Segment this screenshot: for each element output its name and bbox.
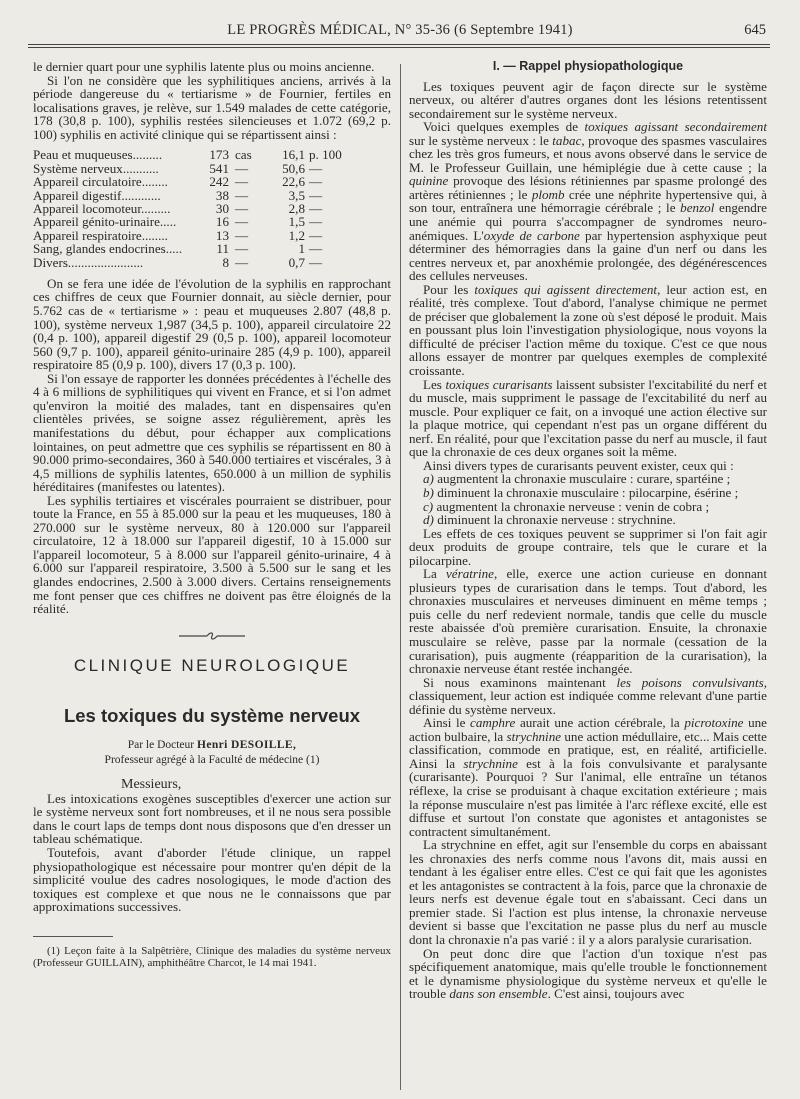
stats-row <box>33 148 342 161</box>
stats-cell-unit: — <box>235 254 249 270</box>
stats-row <box>33 175 342 188</box>
stats-cell-pu: p. 100 <box>309 147 342 163</box>
paragraph: Si l'on essaye de rapporter les données précédentes à l'échelle des 4 à 6 millions de syphilitiques qui vivent en France, et si l'on admet qu'environ la moitié des malades, tant en dispensaires qu'en clientèles privées, se soigne assez régulièrement, après les manifestations du début, pour échapper aux complications lointaines, on peut admettre que ces syphilis se répartissent en 80 à 90.000 primo-secondaires, 360 à 540.000 tertiaires et viscérales, 3 à 4,5 millions de syphilis latentes, 650.000 à un million de syphilis héréditaires (manifestes ou latentes). <box>33 370 391 495</box>
stats-cell-organ: Sang, glandes endocrines..... <box>33 241 183 257</box>
stats-cell-n: 13 <box>215 227 229 243</box>
stats-cell-pct: 2,8 <box>288 200 305 216</box>
curarisant-list <box>409 472 767 526</box>
ornament-divider <box>33 630 391 644</box>
stats-row <box>33 162 342 175</box>
paragraph: La strychnine en effet, agit sur l'ensemble du corps en abaissant les chronaxies des nerfs comme nous l'avons dit, mais aussi en tendant à les égaliser entre elles. C'est ce qui fait que les agonistes et les antagonistes se contractent à la fois, parce que la chronaxie de leurs nerfs est devenue égale tout en s'abaissant. Ceci dans un premier stade. Si l'action est plus intense, la chronaxie nerveuse devient si basse que l'excitation ne passe plus du nerf au muscle dont la chronaxie n'a pas varié : il y a alors paralysie curarisation. <box>409 837 767 947</box>
paragraph: Ainsi divers types de curarisants peuvent exister, ceux qui : <box>423 457 734 473</box>
stats-cell-organ: Peau et muqueuses......... <box>33 147 163 163</box>
paragraph: Les toxiques peuvent agir de façon directe sur le système nerveux, ou altérer d'autres organes dont les lésions retentissent secondairement sur le système nerveux. <box>409 78 767 121</box>
stats-row <box>33 242 342 255</box>
header-rule-top <box>28 44 770 45</box>
footnote-separator <box>33 936 113 937</box>
paragraph: le dernier quart pour une syphilis latente plus ou moins ancienne. <box>33 59 375 74</box>
stats-cell-pct: 22,6 <box>282 174 305 190</box>
stats-cell-pu: — <box>309 241 323 257</box>
paragraph: Si nous examinons maintenant les poisons convulsivants, classiquement, leur action est indiquée comme relevant d'une partie définie du système nerveux. <box>409 674 767 717</box>
stats-cell-pu: — <box>309 214 323 230</box>
article-title: Les toxiques du système nerveux <box>63 704 361 726</box>
journal-title: LE PROGRÈS MÉDICAL, N° 35-36 (6 Septembre 1941) <box>227 22 573 38</box>
stats-cell-organ: Appareil génito-urinaire..... <box>33 214 177 230</box>
list-item: b) diminuent la chronaxie musculaire : pilocarpine, ésérine ; <box>423 484 739 500</box>
stats-cell-unit: — <box>235 241 249 257</box>
stats-row <box>33 202 342 215</box>
stats-cell-n: 242 <box>209 174 229 190</box>
paragraph: Toutefois, avant d'aborder l'étude clinique, un rappel physiopathologique est nécessaire pour montrer qu'en dépit de la simplicité voulue des cadres nosologiques, le mode d'action des toxiques est complexe et que nous ne le connaissons que par approximations successives. <box>33 844 391 915</box>
right-column <box>409 60 767 1001</box>
header-rule-bottom <box>28 47 770 48</box>
paragraph: On se fera une idée de l'évolution de la syphilis en rapprochant ces chiffres de ceux que Fournier donnait, au siècle dernier, pour 5.762 cas de « tertiarisme » : peau et muqueuses 2.807 (48,8 p. 100), système nerveux 1,987 (34,5 p. 100), appareil circulatoire 22 (0,4 p. 100), appareil digestif 29 (0,5 p. 100), appareil locomoteur 560 (9,7 p. 100), appareil génito-urinaire 285 (4,9 p. 100), appareil respiratoire 85 (0,9 p. 100), divers 17 (0,3 p. 100). <box>33 275 391 373</box>
paragraph: La vératrine, elle, exerce une action curieuse en donnant plusieurs types de curarisation dans le temps. Tout d'abord, les chronaxies musculaires et nerveuses diminuent en même temps ; puis celle du nerf redevient normale, tandis que celle du muscle reste abaissée d'où première curarisation. Ensuite, la chronaxie musculaire se relève, passe par la normale (cessation de la curarisation), puis augmente (réapparition de la curarisation), la chronaxie nerveuse étant restée inchangée. <box>409 566 767 677</box>
left-column <box>33 60 391 970</box>
stats-cell-n: 11 <box>216 241 229 257</box>
stats-cell-n: 541 <box>209 160 229 176</box>
paragraph: Les effets de ces toxiques peuvent se supprimer si l'on fait agir deux produits de groupe contraire, tels que le curare et la pilocarpine. <box>409 525 767 568</box>
running-header <box>22 22 778 42</box>
paragraph: On peut donc dire que l'action d'un toxique n'est pas spécifiquement anatomique, mais qu'elle trouble le fonctionnement et le dynamisme physiologique du système nerveux et qu'elle le trouble dans son ensemble. C'est ainsi, toujours avec <box>409 945 767 1002</box>
paragraph: Ainsi le camphre aurait une action cérébrale, la picrotoxine une action bulbaire, la strychnine une action médullaire, etc... Mais cette classification, commode en pratique, est, en réalité, artificielle. Ainsi la strychnine est à la fois convulsivante et paralysante (curarisante). Pourquoi ? Sur l'animal, elle entraîne un tétanos réflexe, la crise se produisant à chaque excitation extérieure ; mais la réponse musculaire n'est pas limitée à l'arc réflexe excité, elle est diffuse et surtout l'on constate que agonistes et antagonistes se contractent simultanément. <box>409 715 767 839</box>
paragraph: Les syphilis tertiaires et viscérales pourraient se distribuer, pour toute la France, en 55 à 85.000 sur la peau et les muqueuses, 180 à 270.000 sur le système nerveux, 80 à 120.000 sur l'appareil circulatoire, 12 à 18.000 sur l'appareil digestif, 10 à 15.000 sur l'appareil locomoteur, 5 à 8.000 sur l'appareil génito-urinaire, 4 à 6.000 sur l'appareil respiratoire, 3.500 à 5.500 sur le sang et les glandes endocrines, 2.500 à 3.000 divers. Certains renseignements me font penser que ces chiffres ne doivent pas être éloignés de la réalité. <box>33 492 391 617</box>
stats-row <box>33 189 342 202</box>
stats-row <box>33 215 342 228</box>
stats-cell-unit: — <box>235 160 249 176</box>
salutation: Messieurs, <box>121 777 182 793</box>
stats-cell-n: 8 <box>222 254 229 270</box>
stats-cell-n: 38 <box>215 187 229 203</box>
list-item: c) augmentent la chronaxie nerveuse : venin de cobra ; <box>423 498 710 514</box>
stats-cell-organ: Appareil digestif............ <box>33 187 161 203</box>
author-name: Henri DESOILLE, <box>196 739 297 752</box>
stats-cell-pct: 16,1 <box>282 147 305 163</box>
footnote: (1) Leçon faite à la Salpêtrière, Clinique des maladies du système nerveux (Professeur GUILLAIN), amphithéâtre Charcot, le 14 mai 1941. <box>33 944 391 970</box>
stats-cell-pct: 1,5 <box>288 214 305 230</box>
stats-cell-pct: 1 <box>298 241 305 257</box>
subsection-heading: I. — Rappel physiopathologique <box>492 59 684 73</box>
stats-cell-organ: Appareil locomoteur......... <box>33 200 171 216</box>
stats-row <box>33 229 342 242</box>
stats-cell-n: 30 <box>215 200 229 216</box>
list-item: d) diminuent la chronaxie nerveuse : strychnine. <box>423 512 676 528</box>
stats-cell-organ: Divers....................... <box>33 254 144 270</box>
column-divider <box>400 64 401 1090</box>
stats-table <box>33 148 342 269</box>
byline-prefix: Par le Docteur <box>127 739 195 752</box>
page-number: 645 <box>744 22 766 38</box>
stats-cell-pu: — <box>309 227 323 243</box>
stats-cell-pct: 3,5 <box>288 187 305 203</box>
paragraph: Si l'on ne considère que les syphilitiques anciens, arrivés à la période dangereuse du « tertiarisme » de Fournier, fertiles en localisations graves, je relève, sur 1.549 malades de cette catégorie, 178 (30,8 p. 100), syphilis restées silencieuses et 1.072 (69,2 p. 100) syphilis en activité clinique qui se répartissent ainsi : <box>33 72 391 142</box>
byline <box>33 738 391 768</box>
stats-cell-pct: 0,7 <box>288 254 305 270</box>
stats-cell-unit: — <box>235 227 249 243</box>
stats-cell-unit: — <box>235 174 249 190</box>
stats-cell-pu: — <box>309 160 323 176</box>
stats-cell-pct: 1,2 <box>288 227 305 243</box>
stats-cell-unit: — <box>235 214 249 230</box>
list-item: a) augmentent la chronaxie musculaire : curare, spartéine ; <box>423 471 731 487</box>
stats-cell-unit: — <box>235 200 249 216</box>
stats-cell-pct: 50,6 <box>282 160 305 176</box>
stats-cell-organ: Appareil respiratoire........ <box>33 227 168 243</box>
stats-cell-n: 173 <box>209 147 229 163</box>
stats-cell-unit: cas <box>235 147 252 163</box>
paragraph: Pour les toxiques qui agissent directement, leur action est, en réalité, très complexe. Tout d'abord, l'analyse chimique ne permet de préciser que globalement la zone où s'est déposé le produit. Mais en poussant plus loin l'investigation physiologique, nous voyons la difficulté de préciser l'action même du toxique. C'est ce que nous allons essayer de montrer par quelques exemples de complexité croissante. <box>409 281 767 379</box>
stats-row <box>33 256 342 269</box>
stats-cell-organ: Système nerveux........... <box>33 160 159 176</box>
stats-cell-organ: Appareil circulatoire........ <box>33 174 168 190</box>
paragraph: Les toxiques curarisants laissent subsister l'excitabilité du nerf et du muscle, mais suppriment le passage de l'excitabilité du nerf au muscle. Pour expliquer ce fait, on a invoqué une action élective sur la plaque motrice, qui cependant n'est pas un organe différent du nerf. En réalité, pour que l'excitation passe du nerf au muscle, il faut que la chronaxie de ces deux organes soit la même. <box>409 376 767 460</box>
stats-cell-pu: — <box>309 174 323 190</box>
stats-cell-n: 16 <box>215 214 229 230</box>
stats-cell-pu: — <box>309 254 323 270</box>
stats-cell-pu: — <box>309 200 323 216</box>
paragraph: Voici quelques exemples de toxiques agissant secondairement sur le système nerveux : le tabac, provoque des spasmes vasculaires chez les très gros fumeurs, et nous avons observé dans le service de M. le Professeur Guillain, une hémiplégie due à cette cause ; la quinine provoque des lésions rétiniennes par spasme prolongé des artères rétiniennes ; le plomb crée une néphrite hypertensive qui, à son tour, entraînera une hémorragie cérébrale ; le benzol engendre une anémie qui pourra s'accompagner de syndromes neuro-anémiques. L'oxyde de carbone par hypertension asphyxique peut déterminer des hémorragies dans la gaine d'un nerf ou dans les centres nerveux et, par anoxhémie prolongée, des dégénérescences des cellules nerveuses. <box>409 119 767 284</box>
stats-cell-pu: — <box>309 187 323 203</box>
author-affiliation: Professeur agrégé à la Faculté de médecine (1) <box>104 754 320 767</box>
section-heading: CLINIQUE NEUROLOGIQUE <box>73 656 351 676</box>
paragraph: Les intoxications exogènes susceptibles d'exercer une action sur le système nerveux sont fort nombreuses, et il ne nous sera possible dans le court laps de temps dont nous disposons que d'en dresser un tableau schématique. <box>33 790 391 847</box>
stats-cell-unit: — <box>235 187 249 203</box>
